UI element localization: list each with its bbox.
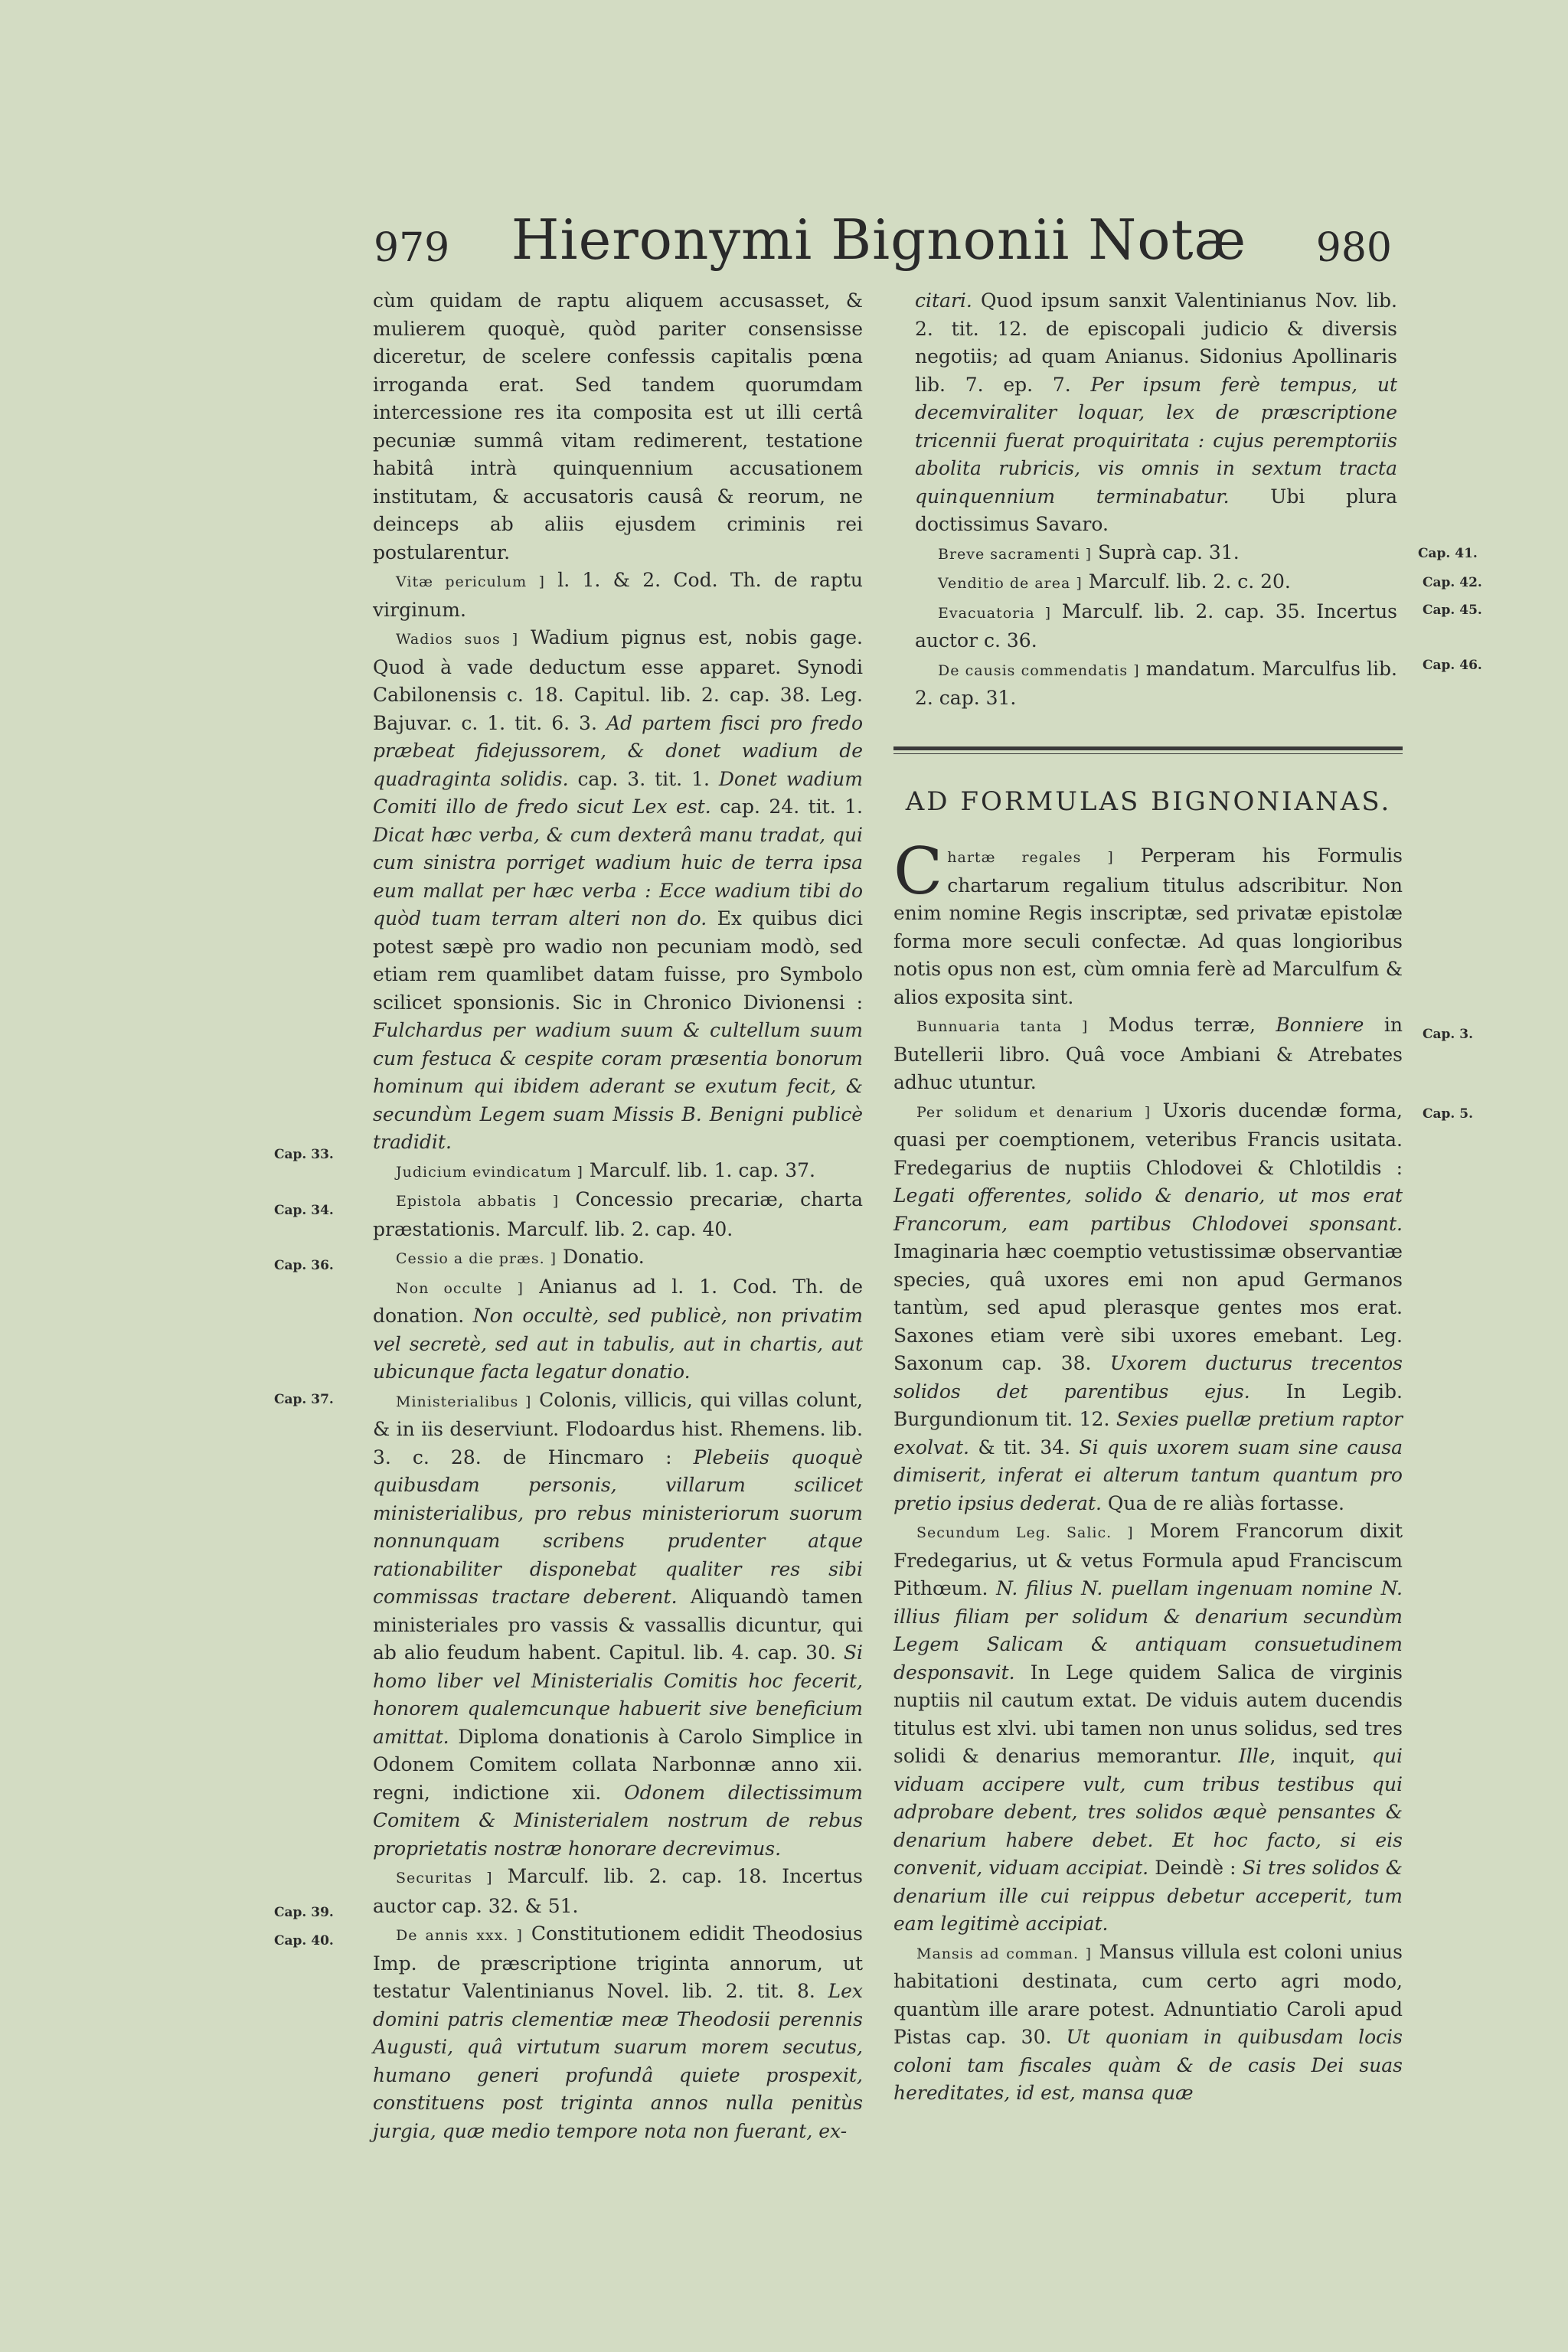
note-entry-ministerialibus: Ministerialibus ] Colonis, villicis, qui villas colunt, & in iis deserviunt. Flodoardus hist. Rhemens. lib. 3. c. 28. de Hincmaro : Plebeiis quoquè quibusdam personis, villarum scilicet ministerialibus, pro rebus ministeriorum suorum nonnunquam scribens prudenter atque rationabiliter disponebat qualiter res sibi commissas tractare deberent. Aliquandò tamen ministeriales pro vassis & vassallis dicuntur, qui ab alio feudum habent. Capitul. lib. 4. cap. 30. Si homo liber vel Ministerialis Comitis hoc fecerit, honorem qualemcunque habuerit sive beneficium amittat. Diploma donationis à Carolo Simplice in Odonem Comitem collata Narbonnæ anno xii. regni, indictione xii. Odonem dilectissimum Comitem & Ministerialem nostrum de rebus proprietatis nostræ honorare decrevimus. bbox=[373, 1388, 864, 1860]
entry-heading: Ministerialibus ] bbox=[396, 1393, 532, 1410]
margin-note: Cap. 37. bbox=[274, 1392, 334, 1407]
right-page-number: 980 bbox=[1315, 225, 1392, 271]
right-intro-paragraph: citari. Quod ipsum sanxit Valentinianus Nov. lib. 2. tit. 12. de episcopali judicio & diversis negotiis; ad quam Anianus. Sidonius Apollinaris lib. 7. ep. 7. Per ipsum ferè tempus, ut decemviraliter loquar, lex de præscriptione tricennii fuerat proquiritata : cujus peremptoriis abolita rubricis, vis omnis in sextum tracta quinquennium terminabatur. Ubi plura doctissimus Savaro. bbox=[915, 289, 1397, 535]
margin-note: Cap. 3. bbox=[1423, 1027, 1474, 1042]
note-entry-bunnuaria: Bunnuaria tanta ] Modus terræ, Bonniere in Butellerii libro. Quâ voce Ambiani & Atrebates adhuc utuntur. bbox=[893, 1014, 1403, 1093]
note-entry-securitas: Securitas ] Marculf. lib. 2. cap. 18. Incertus auctor cap. 32. & 51. bbox=[373, 1865, 863, 1917]
entry-heading: Non occulte ] bbox=[396, 1279, 524, 1297]
entry-heading: Evacuatoria ] bbox=[938, 604, 1052, 622]
left-page-number: 979 bbox=[374, 225, 450, 271]
page-title: Hieronymi Bignonii Notæ bbox=[511, 207, 1247, 272]
margin-note: Cap. 42. bbox=[1423, 575, 1482, 590]
entry-heading: hartæ regales ] bbox=[947, 849, 1114, 866]
right-column-top bbox=[915, 287, 1397, 713]
running-header bbox=[366, 205, 1392, 282]
note-entry-venditio: Venditio de area ] Marculf. lib. 2. c. 20. bbox=[938, 570, 1291, 593]
right-column-bottom bbox=[893, 834, 1403, 2108]
entry-heading: De annis xxx. ] bbox=[396, 1927, 523, 1944]
entry-heading: Mansis ad comman. ] bbox=[916, 1945, 1092, 1962]
note-entry-mansis: Mansis ad comman. ] Mansus villula est coloni unius habitationi destinata, cum certo agri modo, quantùm ille arare potest. Adnuntiatio Caroli apud Pistas cap. 30. Ut quoniam in quibusdam locis coloni tam fiscales quàm & de casis Dei suas hereditates, id est, mansa quæ bbox=[893, 1940, 1403, 2104]
entry-heading: De causis commendatis ] bbox=[938, 662, 1140, 679]
note-entry-de-annis: De annis xxx. ] Constitutionem edidit Theodosius Imp. de præscriptione triginta annorum, ut testatur Valentinianus Novel. lib. 2. tit. 8. Lex domini patris clementiæ meæ Theodosii perennis Augusti, quâ virtutum suarum morem secutus, humano generi profundâ quiete prospexit, constituens post triginta annos nulla penitùs jurgia, quæ medio tempore nota non fuerant, ex- bbox=[373, 1922, 863, 2142]
margin-note: Cap. 5. bbox=[1423, 1106, 1474, 1122]
note-entry-wadios-suos: Wadios suos ] Wadium pignus est, nobis gage. Quod à vade deductum esse apparet. Synodi Cabilonensis c. 18. Capitul. lib. 2. cap. 38. Leg. Bajuvar. c. 1. tit. 6. 3. Ad partem fisci pro fredo præbeat fidejussorem, & donet wadium de quadraginta solidis. cap. 3. tit. 1. Donet wadium Comiti illo de fredo sicut Lex est. cap. 24. tit. 1. Dicat hæc verba, & cum dexterâ manu tradat, qui cum sinistra porriget wadium huic de terra ipsa eum mallat per hæc verba : Ecce wadium tibi do quòd tuam terram alteri non do. Ex quibus dici potest sæpè pro wadio non pecuniam modò, sed etiam rem quamlibet datam fuisse, pro Symbolo scilicet sponsionis. Sic in Chronico Divionensi : Fulchardus per wadium suum & cultellum suum cum festuca & cespite coram præsentia bonorum hominum qui ibidem aderant se exutum fecit, & secundùm Legem suam Missis B. Benigni publicè tradidit. bbox=[373, 626, 864, 1153]
note-entry-non-occulte: Non occulte ] Anianus ad l. 1. Cod. Th. de donation. Non occultè, sed publicè, non privatim vel secretè, sed aut in tabulis, aut in chartis, aut ubicunque facta legatur donatio. bbox=[373, 1275, 863, 1383]
margin-note: Cap. 33. bbox=[274, 1147, 334, 1162]
note-entry-cessio: Cessio a die præs. ] Donatio. bbox=[396, 1246, 645, 1268]
entry-heading: Securitas ] bbox=[396, 1870, 493, 1886]
entry-heading: Epistola abbatis ] bbox=[396, 1193, 560, 1210]
margin-note: Cap. 36. bbox=[274, 1258, 334, 1273]
entry-heading: Vitæ periculum ] bbox=[396, 573, 545, 590]
margin-note: Cap. 45. bbox=[1423, 603, 1482, 618]
margin-note: Cap. 39. bbox=[274, 1905, 334, 1920]
entry-heading: Wadios suos ] bbox=[396, 631, 519, 648]
section-title: AD FORMULAS BIGNONIANAS. bbox=[905, 786, 1392, 817]
note-entry-chartae-regales: Chartæ regales ] Perperam his Formulis chartarum regalium titulus adscribitur. Non enim nomine Regis inscriptæ, sed privatæ epistolæ forma more seculi confectæ. Ad quas longioribus notis opus non est, cùm omnia ferè ad Marculfum & alios exposita sint. bbox=[893, 834, 1403, 1008]
margin-note: Cap. 40. bbox=[274, 1933, 334, 1949]
entry-heading: Cessio a die præs. ] bbox=[396, 1250, 557, 1267]
entry-heading: Breve sacramenti ] bbox=[938, 545, 1093, 563]
margin-note: Cap. 34. bbox=[274, 1203, 334, 1218]
entry-heading: Secundum Leg. Salic. ] bbox=[916, 1524, 1134, 1541]
note-entry-judicium-evindicatum: Judicium evindicatum ] Marculf. lib. 1. cap. 37. bbox=[396, 1158, 815, 1181]
divider-thin-line bbox=[893, 753, 1403, 754]
left-intro-paragraph: cùm quidam de raptu aliquem accusasset, & mulierem quoquè, quòd pariter consensisse diceretur, de scelere confessis capitalis pœna irroganda erat. Sed tandem quorumdam intercessione res ita composita est ut illi certâ pecuniæ summâ vitam redimerent, testatione habitâ intrà quinquennium accusationem institutam, & accusatoris causâ & reorum, ne deinceps ab aliis ejusdem criminis rei postularentur. bbox=[373, 289, 863, 564]
entry-heading: Venditio de area ] bbox=[938, 575, 1083, 592]
note-entry-de-causis: De causis commendatis ] mandatum. Marculfus lib. 2. cap. 31. bbox=[915, 657, 1398, 709]
note-entry-epistola-abbatis: Epistola abbatis ] Concessio precariæ, charta præstationis. Marculf. lib. 2. cap. 40. bbox=[373, 1188, 863, 1240]
entry-heading: Per solidum et denarium ] bbox=[916, 1103, 1152, 1121]
drop-cap: C bbox=[893, 834, 943, 909]
note-entry-secundum-leg-salic: Secundum Leg. Salic. ] Morem Francorum dixit Fredegarius, ut & vetus Formula apud Franciscum Pithœum. N. filius N. puellam ingenuam nomine N. illius filiam per solidum & denarium secundùm Legem Salicam & antiquam consuetudinem desponsavit. In Lege quidem Salica de virginis nuptiis nil cautum extat. De viduis autem ducendis titulus est xlvi. ubi tamen non unus solidus, sed tres solidi & denarius memorantur. Ille, inquit, qui viduam accipere vult, cum tribus testibus qui adprobare debent, tres solidos æquè pensantes & denarium habere debet. Et hoc facto, si eis convenit, viduam accipiat. Deindè : Si tres solidos & denarium ille cui reippus debetur acceperit, tum eam legitimè accipiat. bbox=[893, 1520, 1403, 1935]
left-column bbox=[373, 287, 863, 2145]
entry-heading: Bunnuaria tanta ] bbox=[916, 1018, 1089, 1035]
margin-note: Cap. 46. bbox=[1423, 658, 1482, 673]
margin-note: Cap. 41. bbox=[1418, 546, 1478, 561]
entry-heading: Judicium evindicatum ] bbox=[396, 1163, 583, 1181]
divider-thick-line bbox=[893, 746, 1403, 750]
note-entry-evacuatoria: Evacuatoria ] Marculf. lib. 2. cap. 35. Incertus auctor c. 36. bbox=[915, 599, 1398, 652]
note-entry-breve-sacramenti: Breve sacramenti ] Suprà cap. 31. bbox=[938, 541, 1240, 564]
section-divider bbox=[893, 746, 1403, 756]
note-entry-vitae-periculum: Vitæ periculum ] l. 1. & 2. Cod. Th. de raptu virginum. bbox=[373, 569, 863, 621]
note-entry-per-solidum: Per solidum et denarium ] Uxoris ducendæ forma, quasi per coemptionem, veteribus Francis usitata. Fredegarius de nuptiis Chlodovei & Chlotildis : Legati offerentes, solido & denario, ut mos erat Francorum, eam partibus Chlodovei sponsant. Imaginaria hæc coemptio vetustissimæ observantiæ species, quâ uxores emi non apud Germanos tantùm, sed apud plerasque gentes mos erat. Saxones etiam verè sibi uxores emebant. Leg. Saxonum cap. 38. Uxorem ducturus trecentos solidos det parentibus ejus. In Legib. Burgundionum tit. 12. Sexies puellæ pretium raptor exolvat. & tit. 34. Si quis uxorem suam sine causa dimiserit, inferat ei alterum tantum quantum pro pretio ipsius dederat. Qua de re aliàs fortasse. bbox=[893, 1099, 1403, 1514]
